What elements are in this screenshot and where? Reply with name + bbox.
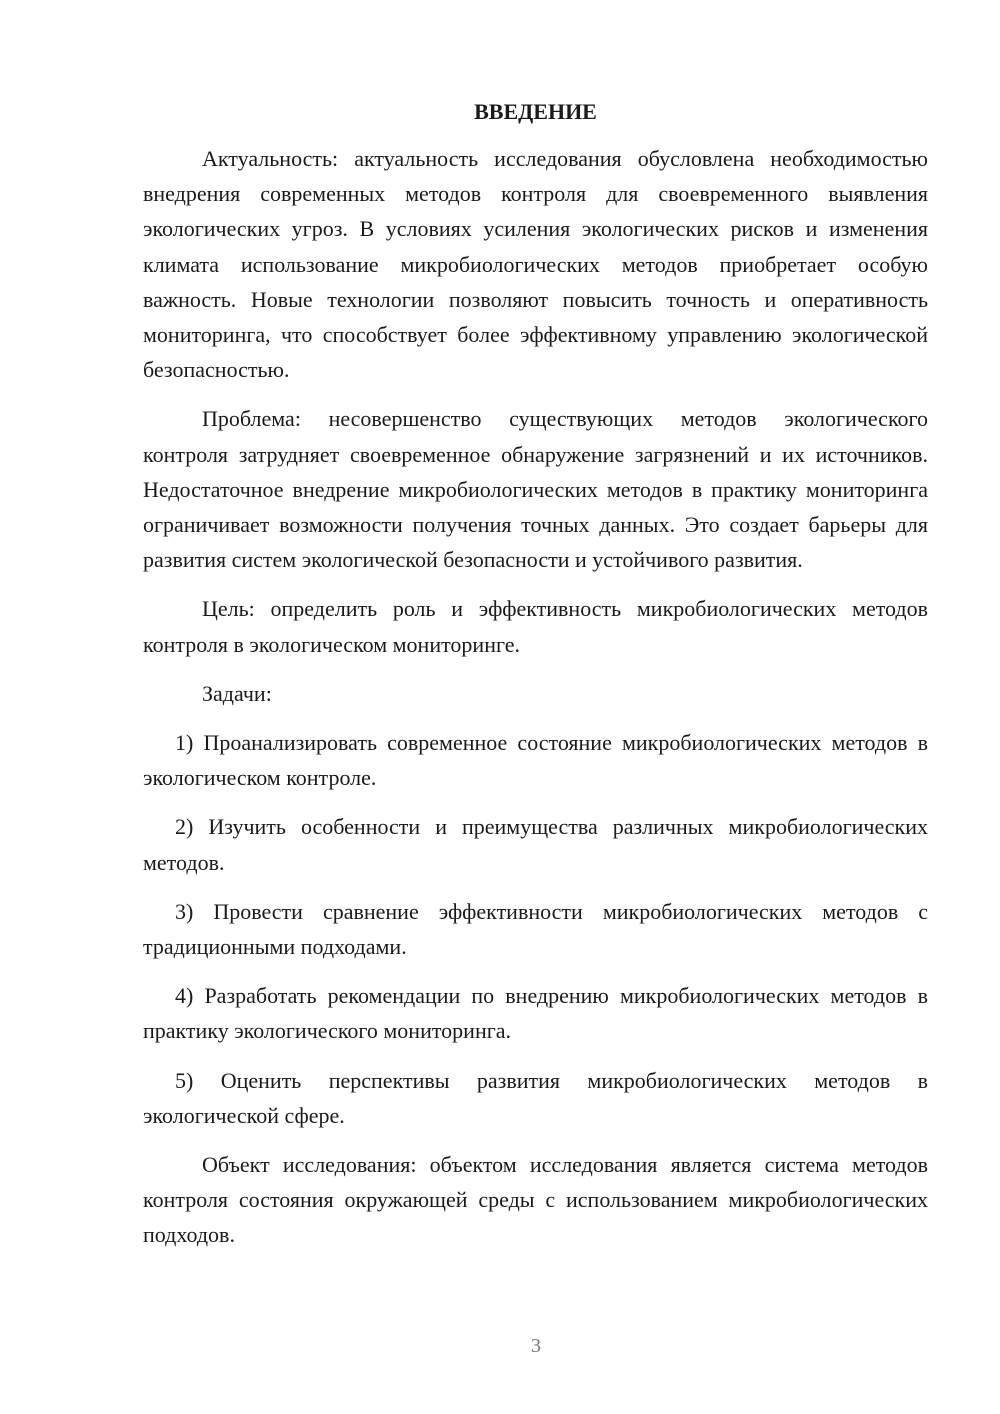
page-number: 3 (531, 1335, 541, 1357)
task-item: 3) Провести сравнение эффективности микробиологических методов с традиционными подходами. (143, 898, 928, 960)
goal-paragraph: Цель: определить роль и эффективность микробиологических методов контроля в экологическом мониторинге. (143, 596, 928, 657)
problem-paragraph: Проблема: несовершенство существующих методов экологического контроля затрудняет своевременное обнаружение загрязнений и их источников. Недостаточное внедрение микробиологических методов в практику мониторинга ограничивает возможности получения точных данных. Это создает барьеры для развития систем экологической безопасности и устойчивого развития. (143, 406, 928, 573)
document-body (143, 94, 928, 1267)
task-item: 4) Разработать рекомендации по внедрению микробиологических методов в практику экологического мониторинга. (143, 983, 928, 1044)
task-item: 2) Изучить особенности и преимущества различных микробиологических методов. (143, 814, 928, 875)
task-item: 1) Проанализировать современное состояние микробиологических методов в экологическом контроле. (143, 730, 928, 791)
tasks-label: Задачи: (202, 680, 272, 706)
page-title: ВВЕДЕНИЕ (474, 99, 597, 124)
relevance-paragraph: Актуальность: актуальность исследования обусловлена необходимостью внедрения современных методов контроля для своевременного выявления экологических угроз. В условиях усиления экологических рисков и изменения климата использование микробиологических методов приобретает особую важность. Новые технологии позволяют повысить точность и оперативность мониторинга, что способствует более эффективному управлению экологической безопасностью. (143, 146, 928, 383)
task-item: 5) Оценить перспективы развития микробиологических методов в экологической сфере. (143, 1067, 928, 1128)
object-paragraph: Объект исследования: объектом исследования является система методов контроля состояния окружающей среды с использованием микробиологических подходов. (143, 1152, 928, 1248)
